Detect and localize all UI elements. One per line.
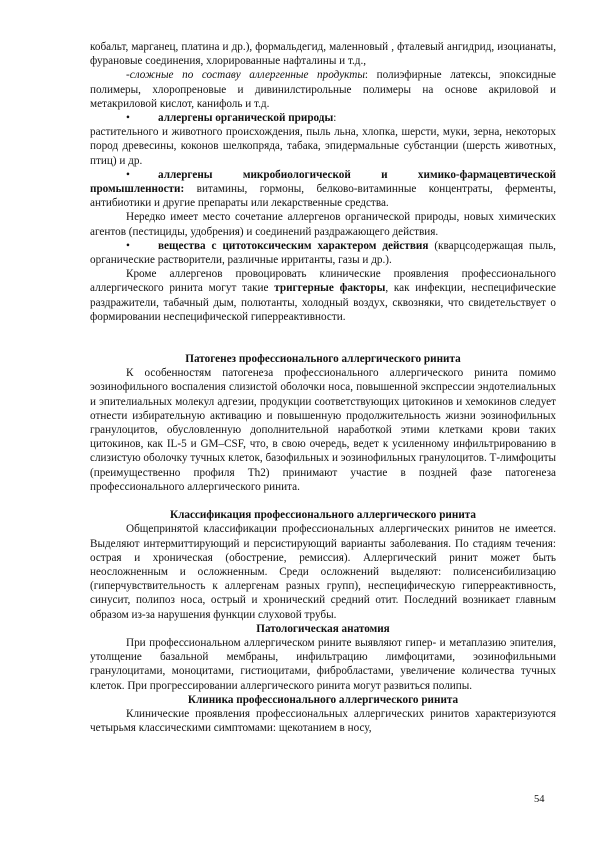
heading-pathological-anatomy: Патологическая анатомия [256,622,390,635]
bullet-organic-allergens: • аллергены органической природы: [126,112,337,125]
bullet-dot-icon: • [126,112,130,125]
paragraph-metals: кобальт, марганец, платина и др.), формальдегид, маленновый , фталевый ангидрид, изоцианаты, фурановые соединения, хлорированные нафталины и т.д., [90,41,556,68]
paragraph-combination: Нередко имеет место сочетание аллергенов органической природы, новых химических агентов (пестициды, удобрения) и соединений раздражающего действия. [90,211,556,238]
paragraph-classification: Общепринятой классификации профессиональных аллергических ринитов не имеется. Выделяют интермиттирующий и персистирующий варианты заболевания. По стадиям течения: острая и хроническая (обострение, ремиссия). Аллергический ринит может быть неосложненным и осложненным. Среди осложнений выделяют: полисенсибилизацию (гиперчувствительность к аллергенам разных групп), неспецифическую гиперреактивность, синусит, полипоз носа, острый и хронический средний отит. Последний возникает главным образом из-за нарушения функции слуховой трубы. [90,523,556,621]
paragraph-complex-products: -сложные по составу аллергенные продукты: полиэфирные латексы, эпоксидные полимеры, хлоропреновые и дивинилстирольные полимеры на основе акриловой и метакриловой кислот, канифоль и т.д. [90,69,556,110]
heading-pathogenesis: Патогенез профессионального аллергического ринита [185,353,461,366]
paragraph-pathogenesis: К особенностям патогенеза профессионального аллергического ринита помимо эозинофильного воспаления слизистой оболочки носа, повышенной экспрессии эндотелиальных и эпителиальных молекул адгезии, продукции соответствующих цитокинов и хемокинов следует отнести избирательную активацию и повышенную продолжительность жизни эозинофильных гранулоцитов, обусловленную дополнительной наработкой этими клетками крови таких цитокинов, как IL-5 и GM–CSF, что, в свою очередь, ведет к усиленному инфильтрированию в слизистую оболочку тучных клеток, базофильных и эозинофильных гранулоцитов. Т-лимфоциты (преимущественно профиля Th2) принимают участие в поздней фазе патогенеза профессионального аллергического ринита. [90,367,556,493]
emphasis-complex-products: -сложные по составу аллергенные продукты [126,69,365,82]
bullet-cytotoxic-substances: • вещества с цитотоксическим характером действия (кварцсодержащая пыль, органические растворители, различные ирританты, газы и др.). [90,239,556,267]
paragraph-organic-origin: растительного и животного происхождения, пыль льна, хлопка, шерсти, муки, зерна, некоторых пород древесины, коконов шелкопряда, табака, эпидермальные субстанции (шерсть животных, птиц) и др. [90,126,556,167]
paragraph-pathological-anatomy: При профессиональном аллергическом рините выявляют гипер- и метаплазию эпителия, утолщение базальной мембраны, инфильтрацию лимфоцитами, эозинофильными гранулоцитами, моноцитами, гистиоцитами, фибробластами, увеличение количества тучных клеток. При прогрессировании аллергического ринита могут развиться полипы. [90,636,556,692]
paragraph-clinic: Клинические проявления профессиональных аллергических ринитов характеризуются четырьмя классическими симптомами: щекотанием в носу, [90,707,556,735]
spacer [90,494,556,508]
bullet-dot-icon: • [126,239,130,252]
paragraph-trigger-factors: Кроме аллергенов провоцировать клинические проявления профессионального аллергического ринита могут такие триггерные факторы, как инфекции, неспецифические раздражители, табачный дым, полютанты, холодный воздух, сквозняки, что свидетельствует о формировании неспецифической гиперреактивности. [90,268,556,323]
spacer [90,324,556,352]
heading-clinic: Клиника профессионального аллергического ринита [187,693,459,706]
bullet-dot-icon: • [126,168,130,181]
heading-classification: Классификация профессионального аллергического ринита [169,509,476,522]
document-page [90,40,556,735]
page-number: 54 [534,794,545,805]
bullet-microbiological-allergens: • аллергены микробиологической и химико-фармацевтической промышленности: витамины, гормоны, белково-витаминные концентраты, ферменты, антибиотики и другие препараты или лекарственные средства. [90,168,556,210]
